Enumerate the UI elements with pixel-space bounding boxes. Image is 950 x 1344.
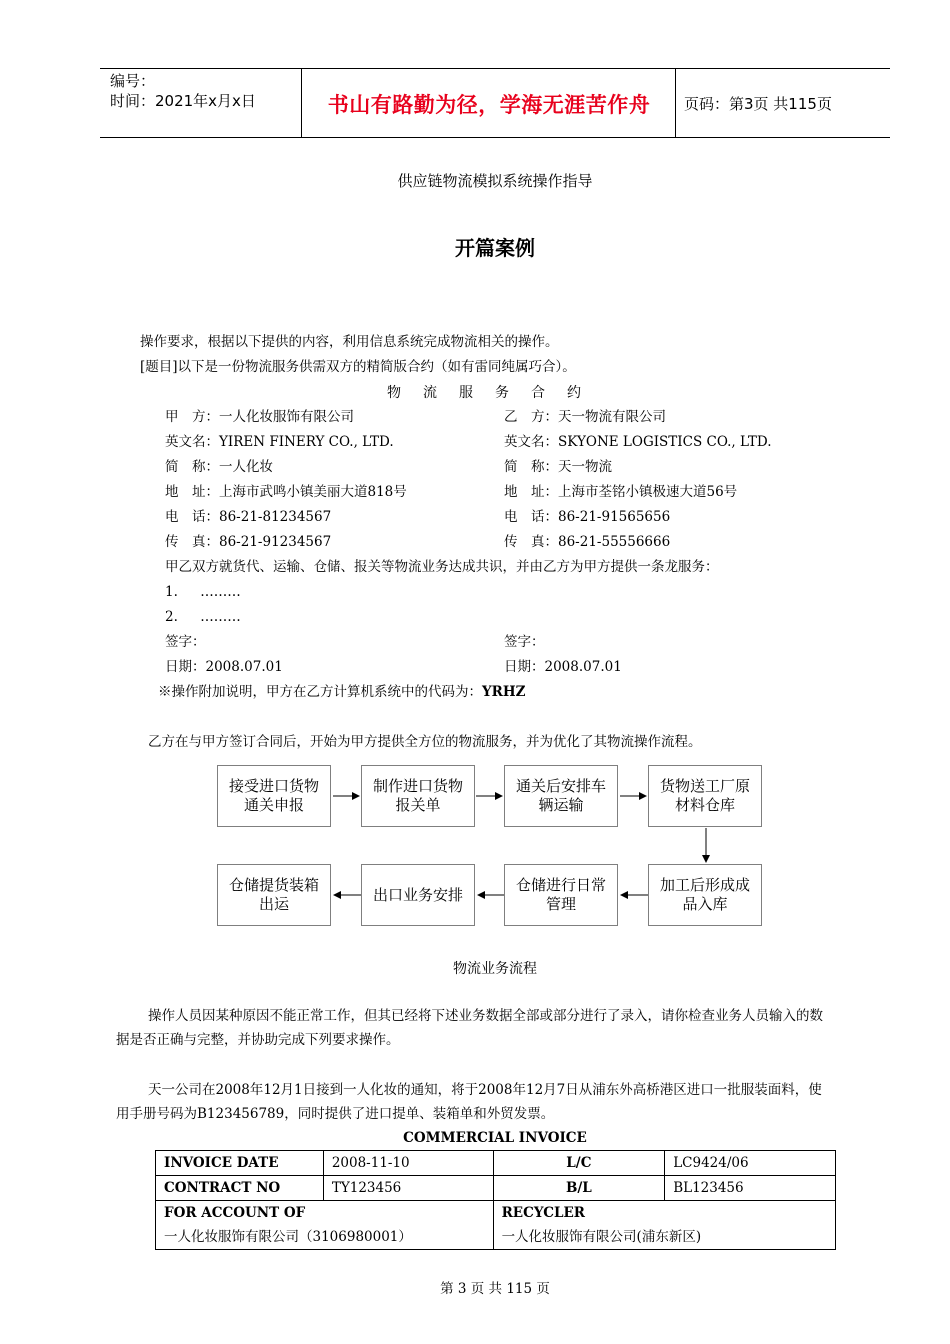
question-text: [题目]以下是一份物流服务供需双方的精简版合约（如有雷同纯属巧合）。 — [140, 359, 576, 375]
flow-step: 加工后形成成品入库 — [648, 864, 762, 926]
table-row — [156, 1176, 836, 1201]
flow-step: 通关后安排车辆运输 — [504, 765, 618, 827]
flow-step: 仓储进行日常管理 — [504, 864, 618, 926]
party-a-short: 简 称：一人化妆 — [165, 459, 273, 475]
party-b-date: 日期：2008.07.01 — [504, 659, 622, 675]
account-label: FOR ACCOUNT OF — [164, 1205, 306, 1221]
invoice-table — [155, 1150, 836, 1250]
party-a-address: 地 址：上海市武鸣小镇美丽大道818号 — [165, 484, 407, 500]
flow-step: 制作进口货物报关单 — [361, 765, 475, 827]
operation-note-code: YRHZ — [482, 684, 526, 700]
bl-label: B/L — [493, 1176, 665, 1201]
recycler-label: RECYCLER — [501, 1205, 585, 1221]
paragraph-line: 用手册号码为B123456789，同时提供了进口提单、装箱单和外贸发票。 — [116, 1106, 555, 1122]
instruction-text: 操作要求，根据以下提供的内容，利用信息系统完成物流相关的操作。 — [140, 334, 559, 350]
page-footer: 第 3 页 共 115 页 — [440, 1281, 550, 1297]
party-a-phone: 电 话：86-21-81234567 — [165, 509, 332, 525]
party-b-address: 地 址：上海市荃铭小镇极速大道56号 — [504, 484, 738, 500]
recycler-cell — [493, 1201, 835, 1250]
header-date: 时间：2021年x月x日 — [110, 92, 256, 110]
table-row — [156, 1151, 836, 1176]
account-value: 一人化妆服饰有限公司（3106980001） — [164, 1229, 412, 1245]
party-b-english: 英文名：SKYONE LOGISTICS CO., LTD. — [504, 434, 772, 450]
party-b-phone: 电 话：86-21-91565656 — [504, 509, 671, 525]
list-item-text: ……… — [200, 584, 241, 600]
consensus-text: 甲乙双方就货代、运输、仓储、报关等物流业务达成共识，并由乙方为甲方提供一条龙服务： — [165, 559, 719, 575]
document-subtitle: 供应链物流模拟系统操作指导 — [397, 172, 593, 190]
party-b-sign: 签字： — [504, 634, 545, 650]
party-a-sign: 签字： — [165, 634, 206, 650]
invoice-date-value: 2008-11-10 — [323, 1151, 493, 1176]
list-item-number: 1. — [165, 584, 178, 600]
paragraph-line: 操作人员因某种原因不能正常工作，但其已经将下述业务数据全部或部分进行了录入，请你检查业务人员输入的数 — [148, 1008, 823, 1024]
contract-no-value: TY123456 — [323, 1176, 493, 1201]
party-b-fax: 传 真：86-21-55556666 — [504, 534, 671, 550]
invoice-title: COMMERCIAL INVOICE — [403, 1130, 587, 1146]
party-a-date: 日期：2008.07.01 — [165, 659, 283, 675]
account-cell — [156, 1201, 494, 1250]
header-page-info: 页码：第3页 共115页 — [684, 95, 832, 113]
list-item-text: ……… — [200, 609, 241, 625]
contract-no-label: CONTRACT NO — [156, 1176, 324, 1201]
list-item-number: 2. — [165, 609, 178, 625]
flow-step: 仓储提货装箱出运 — [217, 864, 331, 926]
table-row — [156, 1201, 836, 1250]
flow-intro: 乙方在与甲方签订合同后，开始为甲方提供全方位的物流服务，并为优化了其物流操作流程。 — [148, 734, 702, 750]
lc-label: L/C — [493, 1151, 665, 1176]
paragraph-line: 天一公司在2008年12月1日接到一人化妆的通知，将于2008年12月7日从浦东外高桥港区进口一批服装面料，使 — [148, 1082, 822, 1098]
party-b-short: 简 称：天一物流 — [504, 459, 612, 475]
header-number-label: 编号： — [110, 72, 156, 90]
recycler-value: 一人化妆服饰有限公司(浦东新区) — [501, 1229, 702, 1245]
flow-step: 接受进口货物通关申报 — [217, 765, 331, 827]
party-a-fax: 传 真：86-21-91234567 — [165, 534, 332, 550]
operation-note-text: ※操作附加说明，甲方在乙方计算机系统中的代码为： — [158, 684, 482, 700]
contract-title: 物流服务合约 — [387, 385, 603, 401]
header-motto: 书山有路勤为径，学海无涯苦作舟 — [327, 93, 651, 117]
party-b-name: 乙 方：天一物流有限公司 — [504, 409, 666, 425]
flow-step: 出口业务安排 — [361, 864, 475, 926]
invoice-date-label: INVOICE DATE — [156, 1151, 324, 1176]
party-a-english: 英文名：YIREN FINERY CO., LTD. — [165, 434, 394, 450]
flow-caption: 物流业务流程 — [453, 961, 537, 977]
paragraph-line: 据是否正确与完整，并协助完成下列要求操作。 — [116, 1032, 400, 1048]
party-a-name: 甲 方：一人化妆服饰有限公司 — [165, 409, 354, 425]
flow-step: 货物送工厂原材料仓库 — [648, 765, 762, 827]
bl-value: BL123456 — [665, 1176, 836, 1201]
document-title: 开篇案例 — [455, 236, 535, 260]
lc-value: LC9424/06 — [665, 1151, 836, 1176]
